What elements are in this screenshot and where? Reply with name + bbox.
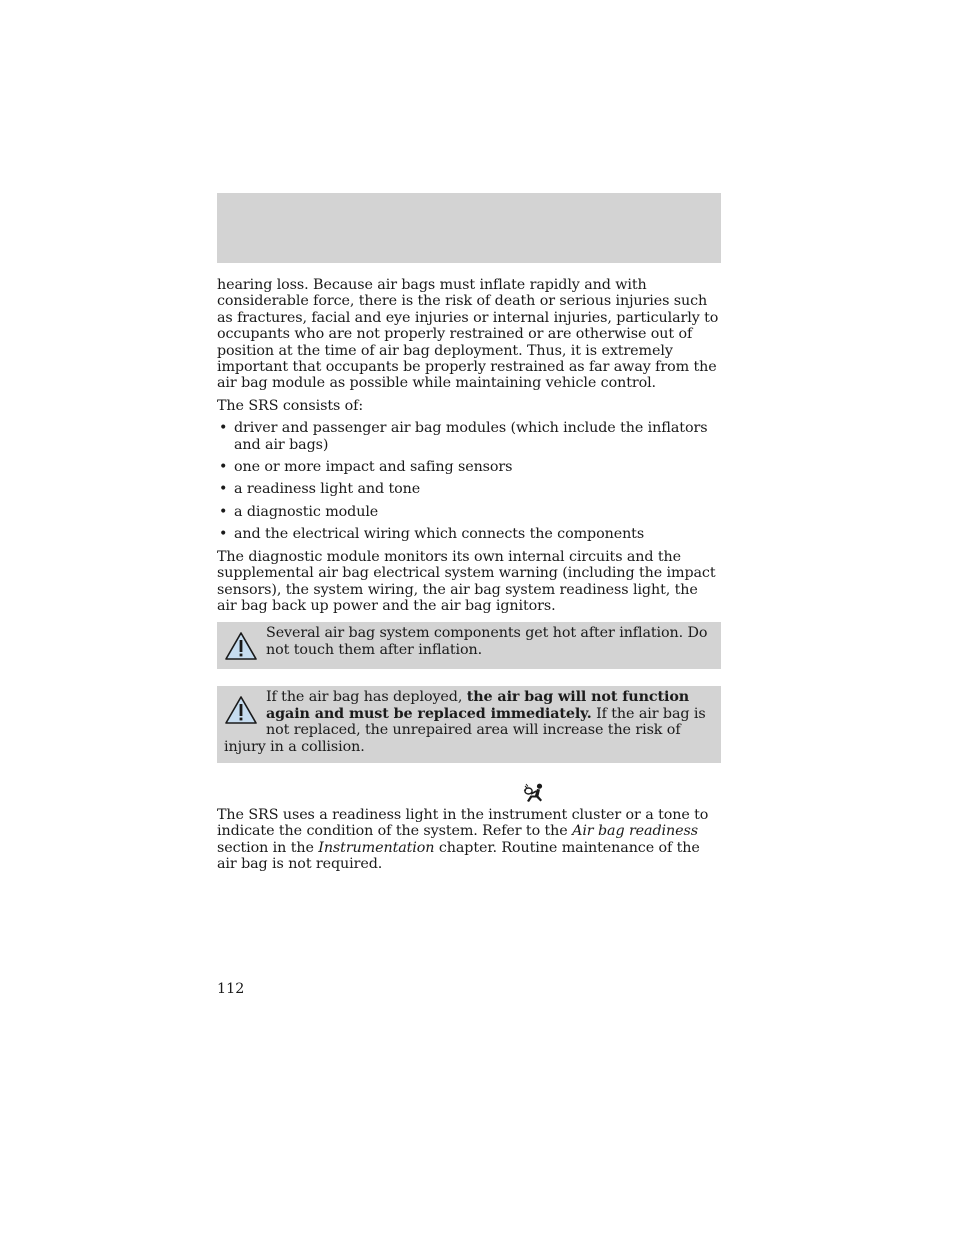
list-item: • and the electrical wiring which connects the components bbox=[217, 526, 721, 542]
list-item: • driver and passenger air bag modules (which include the inflators and air bags) bbox=[217, 420, 721, 453]
warning-box-hot-components bbox=[217, 622, 721, 669]
page-number: 112 bbox=[217, 981, 245, 997]
list-item: • a readiness light and tone bbox=[217, 481, 721, 497]
warning-text bbox=[224, 689, 714, 755]
list-item: • a diagnostic module bbox=[217, 504, 721, 520]
airbag-icon-row bbox=[217, 783, 721, 807]
page-content bbox=[217, 277, 721, 873]
warning-text: Several air bag system components get hot after inflation. Do not touch them after inflation. bbox=[266, 625, 708, 658]
readiness-ref-chapter: Instrumentation bbox=[318, 839, 435, 856]
readiness-text-1: The SRS uses a readiness light in the instrument cluster or a tone to indicate the condition of the system. Refer to the bbox=[217, 806, 709, 840]
readiness-text-3: chapter. Routine maintenance of the air bag is not required. bbox=[217, 839, 700, 873]
list-item: • one or more impact and safing sensors bbox=[217, 459, 721, 475]
warning-triangle-icon bbox=[224, 695, 258, 725]
header-band bbox=[217, 193, 721, 263]
warning-box-deployed bbox=[217, 686, 721, 763]
readiness-paragraph bbox=[217, 807, 721, 873]
warning-emphasis: the air bag will not function again and must be replaced immediately. bbox=[266, 689, 690, 722]
diagnostic-paragraph: The diagnostic module monitors its own internal circuits and the supplemental air bag electrical system warning (including the impact sensors), the system wiring, the air bag system readiness light, the air bag back up power and the air bag ignitors. bbox=[217, 548, 716, 614]
readiness-ref-section: Air bag readiness bbox=[572, 823, 698, 840]
airbag-readiness-icon bbox=[523, 783, 545, 805]
warning-tail: If the air bag is not replaced, the unrepaired area will increase the risk of injury in a collision. bbox=[224, 705, 706, 755]
srs-component-list bbox=[217, 420, 721, 542]
srs-consists-heading: The SRS consists of: bbox=[217, 397, 364, 414]
readiness-text-2: section in the bbox=[217, 839, 319, 856]
warning-triangle-icon bbox=[224, 631, 258, 661]
warning-lead: If the air bag has deployed, bbox=[266, 689, 467, 706]
intro-paragraph: hearing loss. Because air bags must inflate rapidly and with considerable force, there is the risk of death or serious injuries such as fractures, facial and eye injuries or internal injuries, particularly to occupants who are not properly restrained or are otherwise out of position at the time of air bag deployment. Thus, it is extremely important that occupants be properly restrained as far away from the air bag module as possible while maintaining vehicle control. bbox=[217, 277, 719, 392]
